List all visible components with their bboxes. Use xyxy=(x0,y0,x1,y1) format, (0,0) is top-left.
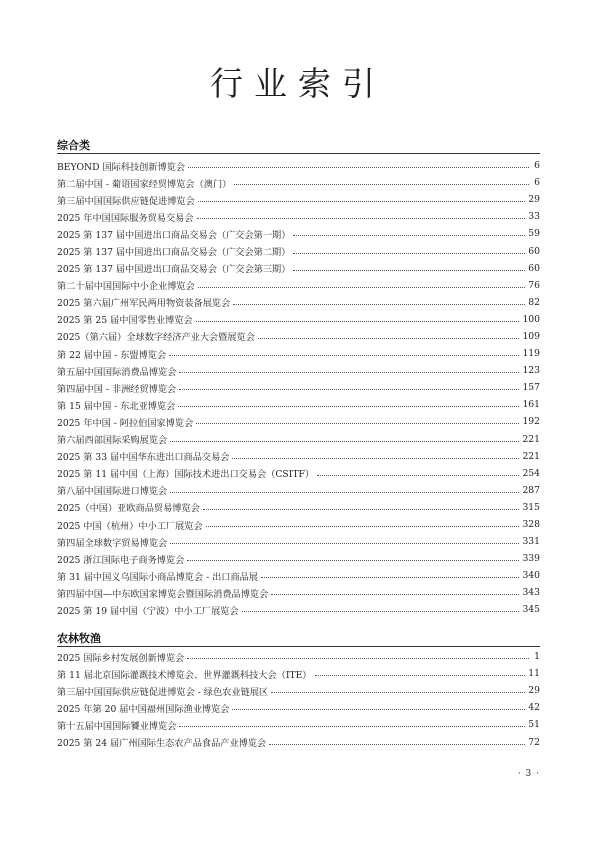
entry-title: 第四届全球数字贸易博览会 xyxy=(57,537,168,549)
index-entry[interactable] xyxy=(57,208,540,225)
dot-leader xyxy=(315,675,526,676)
entry-page-number: 59 xyxy=(528,228,540,240)
entry-title: 第八届中国国际进口博览会 xyxy=(57,486,168,498)
index-entry[interactable] xyxy=(57,499,540,516)
entry-page-number: 315 xyxy=(522,501,540,513)
index-entry[interactable] xyxy=(57,379,540,396)
entry-title: 第三届中国国际供应链促进博览会 xyxy=(57,195,195,207)
dot-leader xyxy=(178,406,519,407)
index-entry[interactable] xyxy=(57,345,540,362)
index-entry[interactable] xyxy=(57,699,540,716)
dot-leader xyxy=(179,372,519,373)
index-entry[interactable] xyxy=(57,682,540,699)
entry-title: 2025 中国（杭州）中小工厂展览会 xyxy=(57,520,203,532)
entry-title: 2025 第 11 届中国（上海）国际技术进出口交易会（CSITF） xyxy=(57,469,315,481)
index-entry[interactable] xyxy=(57,482,540,499)
section-heading-comprehensive: 综合类 xyxy=(57,139,90,152)
entry-page-number: 328 xyxy=(522,519,540,531)
index-entry[interactable] xyxy=(57,448,540,465)
index-list-agriculture xyxy=(57,648,540,751)
entry-page-number: 331 xyxy=(522,536,540,548)
index-entry[interactable] xyxy=(57,225,540,242)
section-heading-agriculture: 农林牧渔 xyxy=(57,632,101,645)
dot-leader xyxy=(317,475,519,476)
entry-title: 2025 第 24 届广州国际生态农产品食品产业博览会 xyxy=(57,738,267,750)
entry-page-number: 157 xyxy=(522,382,540,394)
dot-leader xyxy=(187,658,529,659)
index-entry[interactable] xyxy=(57,413,540,430)
entry-page-number: 221 xyxy=(522,433,540,445)
index-entry[interactable] xyxy=(57,277,540,294)
index-entry[interactable] xyxy=(57,260,540,277)
entry-title: 第 15 届中国 - 东北亚博览会 xyxy=(57,400,176,412)
dot-leader xyxy=(271,692,525,693)
page-title: 行业索引 xyxy=(210,64,386,103)
entry-title: 第二十届中国国际中小企业博览会 xyxy=(57,281,195,293)
index-entry[interactable] xyxy=(57,533,540,550)
dot-leader xyxy=(206,526,520,527)
index-entry[interactable] xyxy=(57,431,540,448)
dot-leader xyxy=(203,509,520,510)
entry-page-number: 29 xyxy=(528,685,540,697)
entry-title: 2025 第 137 届中国进出口商品交易会（广交会第三期） xyxy=(57,264,291,276)
dot-leader xyxy=(271,594,519,595)
entry-page-number: 343 xyxy=(522,587,540,599)
dot-leader xyxy=(170,441,519,442)
entry-title: 2025 第 33 届中国华东进出口商品交易会 xyxy=(57,452,230,464)
dot-leader xyxy=(198,201,525,202)
entry-page-number: 287 xyxy=(522,484,540,496)
index-entry[interactable] xyxy=(57,328,540,345)
dot-leader xyxy=(169,355,519,356)
entry-title: 第三届中国国际供应链促进博览会 - 绿色农业链展区 xyxy=(57,686,269,698)
entry-page-number: 60 xyxy=(528,262,540,274)
entry-title: 第 11 届北京国际灌溉技术博览会、世界灌溉科技大会（ITE） xyxy=(57,669,312,681)
entry-title: 2025 第 25 届中国零售业博览会 xyxy=(57,315,193,327)
entry-page-number: 345 xyxy=(522,604,540,616)
entry-page-number: 100 xyxy=(522,313,540,325)
index-entry[interactable] xyxy=(57,550,540,567)
dot-leader xyxy=(188,167,529,168)
entry-page-number: 339 xyxy=(522,553,540,565)
index-entry[interactable] xyxy=(57,516,540,533)
index-entry[interactable] xyxy=(57,665,540,682)
entry-page-number: 72 xyxy=(528,736,540,748)
dot-leader xyxy=(196,321,520,322)
entry-page-number: 192 xyxy=(522,416,540,428)
entry-title: 2025 年中国国际服务贸易交易会 xyxy=(57,212,194,224)
entry-page-number: 6 xyxy=(534,177,540,189)
entry-title: 第 22 届中国 - 东盟博览会 xyxy=(57,349,167,361)
entry-page-number: 33 xyxy=(528,211,540,223)
entry-page-number: 42 xyxy=(528,702,540,714)
entry-title: 第二届中国 - 葡语国家经贸博览会（澳门） xyxy=(57,178,232,190)
dot-leader xyxy=(197,218,526,219)
entry-page-number: 1 xyxy=(534,651,540,663)
index-entry[interactable] xyxy=(57,157,540,174)
index-entry[interactable] xyxy=(57,294,540,311)
dot-leader xyxy=(242,611,520,612)
dot-leader xyxy=(196,423,519,424)
entry-page-number: 51 xyxy=(528,719,540,731)
dot-leader xyxy=(293,235,525,236)
entry-title: 第六届西部国际采购展览会 xyxy=(57,435,168,447)
index-entry[interactable] xyxy=(57,396,540,413)
entry-page-number: 161 xyxy=(522,399,540,411)
entry-page-number: 82 xyxy=(528,296,540,308)
index-entry[interactable] xyxy=(57,465,540,482)
entry-page-number: 6 xyxy=(534,160,540,172)
entry-page-number: 76 xyxy=(528,279,540,291)
section-divider xyxy=(57,646,540,647)
entry-title: 2025（第六届）全球数字经济产业大会暨展览会 xyxy=(57,332,255,344)
entry-page-number: 254 xyxy=(522,467,540,479)
dot-leader xyxy=(293,270,525,271)
entry-title: 2025 浙江国际电子商务博览会 xyxy=(57,554,185,566)
index-entry[interactable] xyxy=(57,242,540,259)
entry-page-number: 123 xyxy=(522,365,540,377)
index-entry[interactable] xyxy=(57,733,540,750)
entry-page-number: 29 xyxy=(528,194,540,206)
index-entry[interactable] xyxy=(57,362,540,379)
dot-leader xyxy=(179,389,519,390)
entry-page-number: 60 xyxy=(528,245,540,257)
entry-page-number: 109 xyxy=(522,330,540,342)
index-entry[interactable] xyxy=(57,174,540,191)
index-entry[interactable] xyxy=(57,716,540,733)
dot-leader xyxy=(258,338,520,339)
entry-page-number: 340 xyxy=(522,570,540,582)
index-entry[interactable] xyxy=(57,648,540,665)
entry-title: 2025（中国）亚欧商品贸易博览会 xyxy=(57,503,200,515)
entry-page-number: 119 xyxy=(522,348,540,360)
entry-title: 第四届中国—中东欧国家博览会暨国际消费品博览会 xyxy=(57,588,269,600)
dot-leader xyxy=(187,560,519,561)
entry-title: 2025 年第 20 届中国福州国际渔业博览会 xyxy=(57,703,230,715)
section-divider xyxy=(57,153,540,154)
index-entry[interactable] xyxy=(57,311,540,328)
index-entry[interactable] xyxy=(57,601,540,618)
dot-leader xyxy=(198,287,525,288)
entry-title: 第五届中国国际消费品博览会 xyxy=(57,366,177,378)
index-entry[interactable] xyxy=(57,584,540,601)
dot-leader xyxy=(269,744,525,745)
entry-title: BEYOND 国际科技创新博览会 xyxy=(57,161,186,173)
entry-page-number: 221 xyxy=(522,450,540,462)
entry-title: 第十五届中国国际饕业博览会 xyxy=(57,720,177,732)
dot-leader xyxy=(170,492,519,493)
entry-title: 2025 国际乡村发展创新博览会 xyxy=(57,652,185,664)
entry-title: 第 31 届中国义乌国际小商品博览会 - 出口商品展 xyxy=(57,571,259,583)
index-entry[interactable] xyxy=(57,567,540,584)
dot-leader xyxy=(233,304,525,305)
dot-leader xyxy=(232,458,519,459)
entry-title: 2025 年中国 - 阿拉伯国家博览会 xyxy=(57,417,194,429)
index-entry[interactable] xyxy=(57,191,540,208)
entry-title: 2025 第 137 届中国进出口商品交易会（广交会第二期） xyxy=(57,247,291,259)
dot-leader xyxy=(170,543,519,544)
entry-title: 2025 第六届广州军民两用物资装备展览会 xyxy=(57,298,231,310)
dot-leader xyxy=(179,726,525,727)
entry-title: 第四届中国 - 非洲经贸博览会 xyxy=(57,383,177,395)
index-list-comprehensive xyxy=(57,157,540,619)
entry-page-number: 11 xyxy=(528,668,540,680)
dot-leader xyxy=(234,184,529,185)
dot-leader xyxy=(232,709,525,710)
dot-leader xyxy=(293,253,525,254)
dot-leader xyxy=(261,577,519,578)
entry-title: 2025 第 19 届中国（宁波）中小工厂展览会 xyxy=(57,605,239,617)
page-number: · 3 · xyxy=(517,769,540,779)
entry-title: 2025 第 137 届中国进出口商品交易会（广交会第一期） xyxy=(57,229,291,241)
